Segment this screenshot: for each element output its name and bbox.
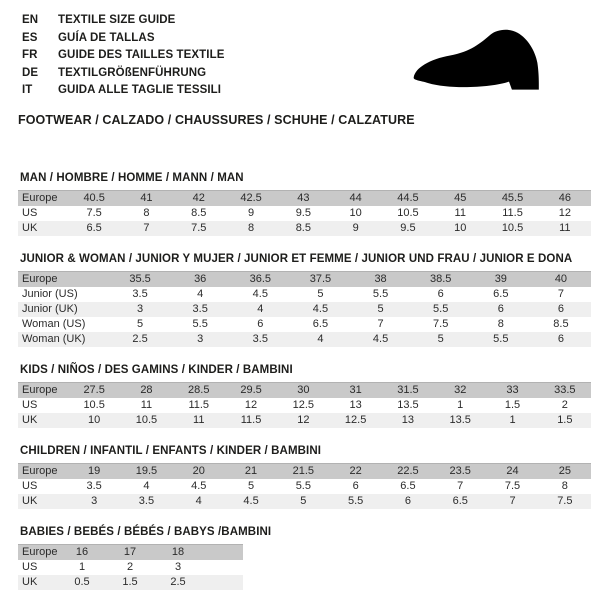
size-cell: 6.5 [434, 494, 486, 509]
size-cell: 33.5 [539, 382, 591, 398]
language-text: TEXTILE SIZE GUIDE [58, 14, 176, 26]
size-cell: 11 [173, 413, 225, 428]
size-cell: 31 [329, 382, 381, 398]
size-cell: 12 [277, 413, 329, 428]
size-cell: 13 [382, 413, 434, 428]
size-cell: 2 [561, 398, 568, 411]
table-row [18, 287, 591, 302]
row-spacer [202, 560, 243, 575]
size-cell: 43 [277, 190, 329, 206]
row-label: Woman (US) [22, 317, 86, 330]
size-cell: 9 [247, 206, 255, 219]
size-cell: 7 [377, 317, 384, 330]
size-cell: 3.5 [120, 494, 172, 509]
size-cell: 13.5 [434, 413, 486, 428]
size-cell: 7.5 [433, 317, 449, 330]
size-cell: 38 [351, 271, 411, 287]
table-row [18, 332, 591, 347]
size-cell: 19 [68, 463, 120, 479]
size-cell: 5 [137, 317, 144, 330]
size-cell: 1 [457, 398, 464, 411]
size-cell: 5 [317, 287, 324, 300]
size-cell: 22.5 [382, 463, 434, 479]
size-cell: 11.5 [502, 206, 523, 219]
size-cell: 10.5 [120, 413, 172, 428]
row-spacer [202, 575, 243, 590]
size-cell: 3.5 [230, 332, 290, 347]
row-label: UK [18, 575, 58, 590]
size-cell: 3 [174, 560, 182, 573]
table-row [18, 302, 591, 317]
size-cell: 13 [349, 398, 362, 411]
category-line: FOOTWEAR / CALZADO / CHAUSSURES / SCHUHE / CALZATURE [18, 112, 415, 127]
table-row [18, 221, 591, 236]
size-cell: 10.5 [83, 398, 105, 411]
size-cell: 6 [257, 317, 264, 330]
row-label: Woman (UK) [18, 332, 110, 347]
size-cell: 0.5 [58, 575, 106, 590]
size-cell: 36.5 [230, 271, 290, 287]
language-code: DE [22, 66, 39, 79]
size-table-babies [18, 544, 243, 590]
size-cell: 8.5 [553, 317, 569, 330]
size-table-junior_woman [18, 271, 591, 347]
size-cell: 28.5 [173, 382, 225, 398]
size-table-kids [18, 382, 591, 428]
size-cell: 7 [486, 494, 538, 509]
size-cell: 36 [170, 271, 230, 287]
size-cell: 6.5 [493, 287, 509, 300]
size-cell: 10.5 [397, 206, 419, 219]
shoe-icon [395, 22, 575, 102]
size-cell: 8 [561, 479, 568, 492]
size-cell: 2 [126, 560, 134, 573]
size-tables [18, 172, 591, 590]
table-row [18, 463, 591, 479]
size-cell: 31.5 [382, 382, 434, 398]
size-cell: 4 [230, 302, 290, 317]
size-cell: 5.5 [192, 317, 208, 330]
size-cell: 23.5 [434, 463, 486, 479]
table-row [18, 479, 591, 494]
row-label: US [22, 206, 38, 219]
size-cell: 4.5 [252, 287, 268, 300]
size-cell: 13.5 [397, 398, 419, 411]
size-cell: 33 [486, 382, 538, 398]
size-cell: 45.5 [486, 190, 538, 206]
table-row [18, 398, 591, 413]
size-cell: 7.5 [539, 494, 591, 509]
size-cell: 6.5 [68, 221, 120, 236]
language-code: IT [22, 84, 33, 96]
size-table-section-babies [18, 526, 591, 590]
size-cell: 5.5 [471, 332, 531, 347]
size-cell: 2.5 [110, 332, 170, 347]
size-cell: 5 [277, 494, 329, 509]
table-row [18, 271, 591, 287]
size-cell: 38.5 [411, 271, 471, 287]
size-cell: 18 [154, 544, 202, 560]
size-cell: 8 [225, 221, 277, 236]
size-cell: 6 [437, 287, 444, 300]
size-cell: 12.5 [329, 413, 381, 428]
language-text: TEXTILGRÖßENFÜHRUNG [58, 66, 207, 79]
size-cell: 4 [290, 332, 350, 347]
size-cell: 19.5 [120, 463, 172, 479]
size-table-section-kids [18, 364, 591, 428]
language-text: GUÍA DE TALLAS [58, 31, 155, 44]
row-label: Europe [18, 463, 68, 479]
size-cell: 10.5 [486, 221, 538, 236]
language-code: ES [22, 31, 38, 44]
size-cell: 20 [173, 463, 225, 479]
size-cell: 42 [173, 190, 225, 206]
size-cell: 30 [277, 382, 329, 398]
size-cell: 7 [557, 287, 564, 300]
row-label: US [22, 398, 38, 411]
size-cell: 5.5 [329, 494, 381, 509]
size-cell: 1.5 [539, 413, 591, 428]
size-cell: 7.5 [86, 206, 102, 219]
table-row [18, 575, 243, 590]
size-cell: 21 [225, 463, 277, 479]
size-cell: 40 [531, 271, 591, 287]
size-cell: 6 [471, 302, 531, 317]
size-cell: 39 [471, 271, 531, 287]
size-cell: 25 [539, 463, 591, 479]
size-cell: 10 [349, 206, 362, 219]
size-cell: 8.5 [191, 206, 207, 219]
size-cell: 21.5 [277, 463, 329, 479]
row-label: Junior (UK) [18, 302, 110, 317]
size-cell: 11.5 [225, 413, 277, 428]
size-cell: 24 [486, 463, 538, 479]
size-cell: 3 [170, 332, 230, 347]
size-table-section-children [18, 445, 591, 509]
row-label: UK [18, 494, 68, 509]
size-cell: 11 [140, 398, 153, 411]
size-cell: 4 [197, 287, 204, 300]
size-cell: 5 [411, 332, 471, 347]
table-row [18, 317, 591, 332]
row-label: UK [18, 413, 68, 428]
table-row [18, 494, 591, 509]
size-cell: 8 [497, 317, 504, 330]
table-title: CHILDREN / INFANTIL / ENFANTS / KINDER / BAMBINI [20, 444, 322, 457]
size-cell: 7.5 [504, 479, 521, 492]
row-label: Europe [18, 190, 68, 206]
size-table-section-man [18, 172, 591, 236]
size-cell: 3.5 [132, 287, 148, 300]
language-code: FR [22, 49, 38, 61]
size-cell: 8 [143, 206, 150, 219]
size-cell: 11 [539, 221, 591, 236]
size-cell: 1.5 [106, 575, 154, 590]
size-cell: 32 [434, 382, 486, 398]
size-table-section-junior_woman [18, 253, 591, 347]
row-label: Europe [18, 544, 58, 560]
size-cell: 5.5 [372, 287, 389, 300]
row-label: Junior (US) [22, 287, 78, 300]
size-cell: 22 [329, 463, 381, 479]
table-row [18, 560, 243, 575]
size-cell: 6 [382, 494, 434, 509]
size-cell: 4.5 [191, 479, 207, 492]
size-cell: 6 [352, 479, 359, 492]
language-code: EN [22, 14, 39, 26]
size-cell: 4.5 [351, 332, 411, 347]
size-cell: 4.5 [225, 494, 277, 509]
size-cell: 16 [58, 544, 106, 560]
size-cell: 37.5 [290, 271, 350, 287]
size-cell: 3.5 [86, 479, 102, 492]
size-cell: 5.5 [295, 479, 311, 492]
size-cell: 10 [434, 221, 486, 236]
table-row [18, 382, 591, 398]
size-cell: 3.5 [170, 302, 230, 317]
size-table-children [18, 463, 591, 509]
size-cell: 28 [120, 382, 172, 398]
table-row [18, 206, 591, 221]
size-cell: 9.5 [382, 221, 434, 236]
size-cell: 4 [143, 479, 150, 492]
row-spacer [202, 544, 243, 560]
size-cell: 5 [351, 302, 411, 317]
size-cell: 2.5 [154, 575, 202, 590]
size-cell: 44.5 [382, 190, 434, 206]
table-title: MAN / HOMBRE / HOMME / MANN / MAN [20, 171, 244, 184]
size-cell: 5.5 [411, 302, 471, 317]
size-cell: 12 [558, 206, 571, 219]
size-cell: 7 [120, 221, 172, 236]
row-label: US [22, 479, 38, 492]
size-cell: 41 [120, 190, 172, 206]
size-cell: 12.5 [292, 398, 315, 411]
size-cell: 11 [454, 206, 466, 219]
size-cell: 1.5 [504, 398, 521, 411]
size-cell: 11.5 [188, 398, 210, 411]
size-cell: 27.5 [68, 382, 120, 398]
size-cell: 4.5 [290, 302, 350, 317]
size-cell: 1 [486, 413, 538, 428]
size-table-man [18, 190, 591, 236]
table-title: BABIES / BEBÉS / BÉBÉS / BABYS /BAMBINI [20, 525, 272, 538]
size-cell: 4 [173, 494, 225, 509]
size-cell: 3 [68, 494, 120, 509]
size-cell: 6.5 [312, 317, 329, 330]
size-cell: 1 [78, 560, 86, 573]
size-cell: 5 [247, 479, 255, 492]
size-cell: 45 [434, 190, 486, 206]
row-label: US [22, 560, 38, 573]
size-cell: 8.5 [277, 221, 329, 236]
row-label: Europe [18, 271, 110, 287]
size-cell: 44 [329, 190, 381, 206]
language-text: GUIDA ALLE TAGLIE TESSILI [58, 84, 222, 96]
size-cell: 9 [329, 221, 381, 236]
size-cell: 46 [539, 190, 591, 206]
language-text: GUIDE DES TAILLES TEXTILE [58, 49, 225, 61]
size-cell: 17 [106, 544, 154, 560]
row-label: Europe [18, 382, 68, 398]
size-cell: 35.5 [110, 271, 170, 287]
size-cell: 6 [531, 332, 591, 347]
size-cell: 12 [244, 398, 258, 411]
row-label: UK [18, 221, 68, 236]
table-row [18, 413, 591, 428]
table-row [18, 544, 243, 560]
size-cell: 6 [531, 302, 591, 317]
size-cell: 7.5 [173, 221, 225, 236]
table-title: JUNIOR & WOMAN / JUNIOR Y MUJER / JUNIOR ET FEMME / JUNIOR UND FRAU / JUNIOR E DONA [20, 252, 573, 265]
size-cell: 9.5 [295, 206, 311, 219]
size-cell: 10 [68, 413, 120, 428]
size-cell: 6.5 [400, 479, 416, 492]
size-cell: 29.5 [225, 382, 277, 398]
table-title: KIDS / NIÑOS / DES GAMINS / KINDER / BAMBINI [20, 363, 293, 376]
size-cell: 42.5 [225, 190, 277, 206]
table-row [18, 190, 591, 206]
size-cell: 40.5 [68, 190, 120, 206]
size-cell: 7 [457, 479, 464, 492]
size-cell: 3 [110, 302, 170, 317]
